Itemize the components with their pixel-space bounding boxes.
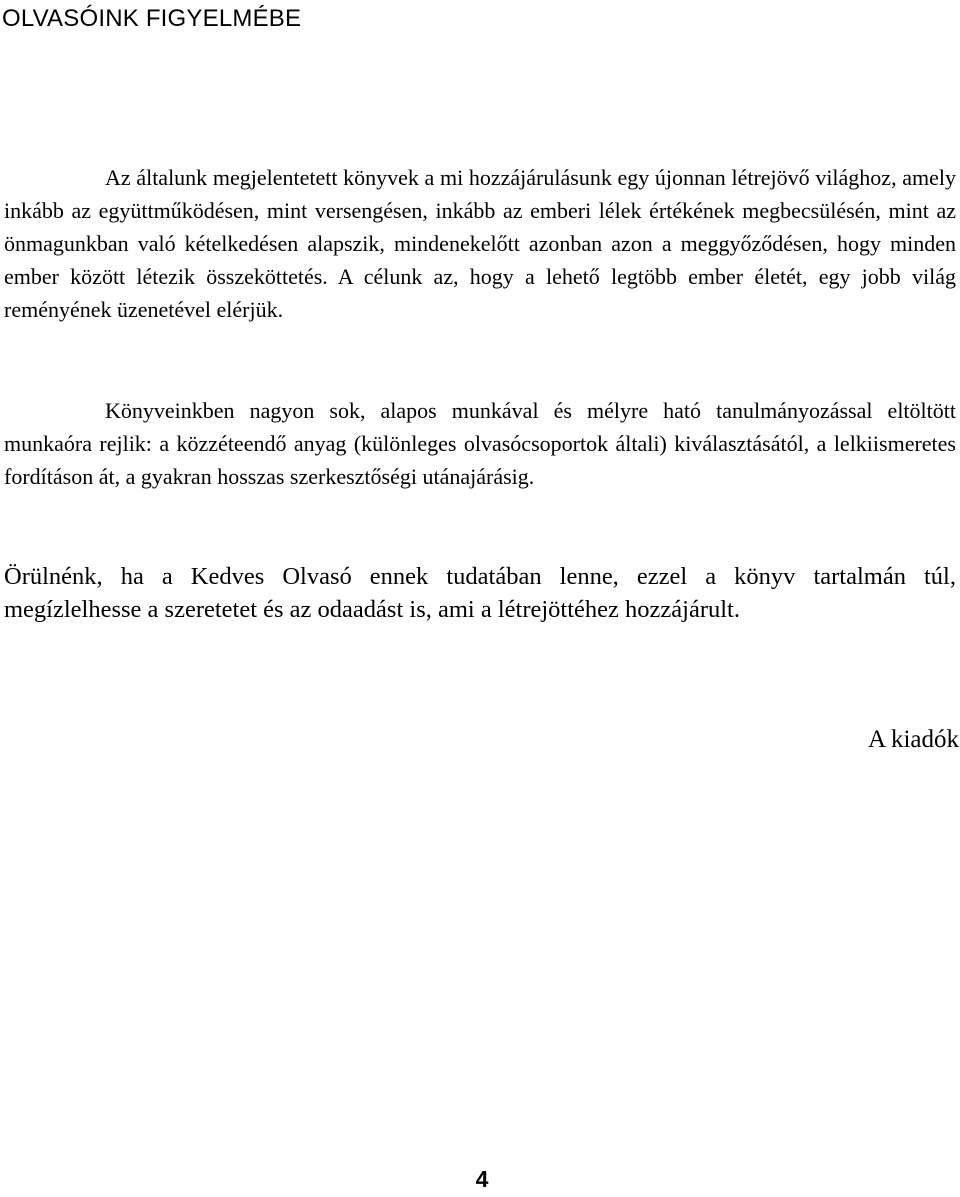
paragraph-mission: Az általunk megjelentetett könyvek a mi hozzájárulásunk egy újonnan létrejövő világhoz, amely inkább az együttműködésen, mint versengésen, inkább az emberi lélek értékének megbecsülésén, mint az önmagunkban való kételkedésen alapszik, mindenekelőtt azonban azon a meggyőződésen, hogy minden ember között létezik összeköttetés. A célunk az, hogy a lehető legtöbb ember életét, egy jobb világ reményének üzenetével elérjük. bbox=[4, 165, 956, 322]
page-title: OLVASÓINK FIGYELMÉBE bbox=[2, 5, 302, 32]
signature: A kiadók bbox=[868, 726, 959, 753]
page-number: 4 bbox=[475, 1166, 489, 1192]
paragraph-work: Könyveinkben nagyon sok, alapos munkával és mélyre ható tanulmányozással eltöltött munkaóra rejlik: a közzéteendő anyag (különleges olvasócsoportok általi) kiválasztásától, a lelkiismeretes fordításon át, a gyakran hosszas szerkesztőségi utánajárásig. bbox=[4, 398, 956, 489]
paragraph-closing: Örülnénk, ha a Kedves Olvasó ennek tudatában lenne, ezzel a könyv tartalmán túl, megízlelhesse a szeretetet és az odaadást is, ami a létrejöttéhez hozzájárult. bbox=[4, 563, 956, 623]
